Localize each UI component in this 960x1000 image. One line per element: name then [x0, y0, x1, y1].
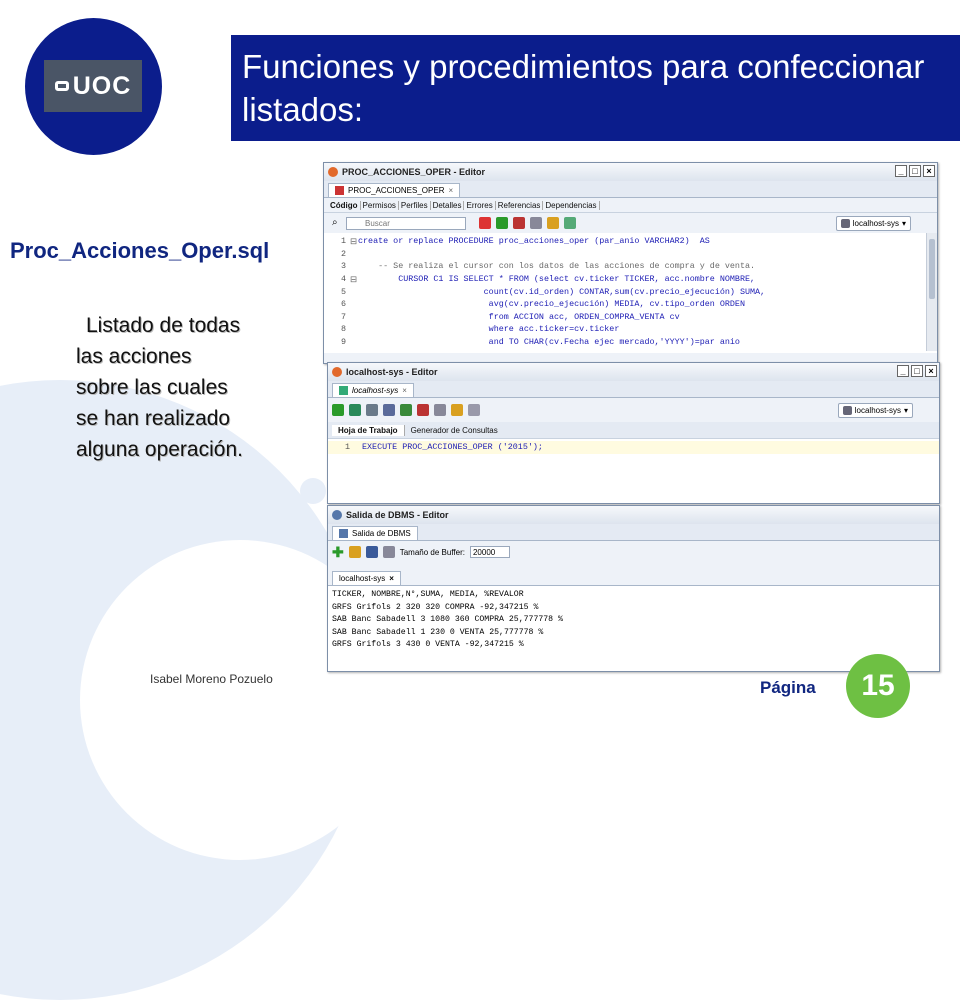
code-line: 1 EXECUTE PROC_ACCIONES_OPER ('2015');	[328, 441, 939, 454]
file-tab[interactable]	[332, 526, 418, 540]
code-line: 9 and TO CHAR(cv.Fecha ejec mercado,'YYYY')=par anio	[340, 337, 740, 348]
window-titlebar	[328, 506, 939, 524]
code-line: 2	[340, 248, 346, 259]
code-line: 4 ⊟ CURSOR C1 IS SELECT * FROM (select cv.ticker TICKER, acc.nombre NOMBRE,	[340, 274, 756, 285]
search-icon: ⌕	[332, 217, 338, 228]
code-editor[interactable]	[324, 233, 937, 353]
tab-errores[interactable]: Errores	[464, 201, 495, 210]
connection-label: localhost-sys	[854, 406, 901, 415]
file-tab[interactable]	[328, 183, 460, 197]
close-button[interactable]: ×	[925, 365, 937, 377]
file-tab-label: PROC_ACCIONES_OPER	[348, 186, 445, 195]
save-icon[interactable]	[366, 546, 378, 558]
dbms-output-icon	[332, 510, 342, 520]
window-title: Salida de DBMS - Editor	[346, 510, 449, 520]
tab-permisos[interactable]: Permisos	[361, 201, 399, 210]
file-tab-label: Salida de DBMS	[352, 529, 411, 538]
window-title: PROC_ACCIONES_OPER - Editor	[342, 167, 486, 177]
minimize-button[interactable]: _	[895, 165, 907, 177]
dbms-output-icon	[339, 529, 348, 538]
description-line: las acciones	[76, 345, 192, 368]
close-tab-icon[interactable]: ×	[389, 574, 394, 583]
connection-select[interactable]	[838, 403, 913, 418]
editor-subtabs	[324, 198, 937, 213]
code-line: 5 count(cv.id_orden) CONTAR,sum(cv.precio_ejecución) SUMA,	[340, 286, 766, 297]
dbms-output-text	[328, 586, 939, 672]
clear-icon[interactable]	[451, 404, 463, 416]
sqldeveloper-icon	[328, 167, 338, 177]
logo-mark-icon	[55, 81, 69, 91]
history-icon[interactable]	[468, 404, 480, 416]
search-input[interactable]: Buscar	[346, 217, 466, 230]
run-icon[interactable]	[496, 217, 508, 229]
window-controls	[897, 365, 937, 377]
tab-perfiles[interactable]: Perfiles	[399, 201, 431, 210]
worksheet-window	[327, 362, 940, 504]
autotrace-icon[interactable]	[417, 404, 429, 416]
rollback-icon[interactable]	[383, 404, 395, 416]
close-button[interactable]: ×	[923, 165, 935, 177]
chevron-down-icon: ▾	[901, 219, 906, 228]
code-line: 8 where acc.ticker=cv.ticker	[340, 324, 620, 335]
dbms-toolbar	[328, 541, 939, 563]
explain-icon[interactable]	[400, 404, 412, 416]
worksheet-toolbar	[328, 398, 939, 422]
sqldeveloper-icon	[332, 367, 342, 377]
add-icon[interactable]: ✚	[332, 543, 344, 560]
description-line: alguna operación.	[76, 438, 243, 461]
profile-icon[interactable]	[564, 217, 576, 229]
connection-tab-row	[328, 567, 939, 586]
database-icon	[843, 406, 852, 415]
close-tab-icon[interactable]: ×	[402, 386, 407, 395]
tab-generador-consultas[interactable]: Generador de Consultas	[410, 425, 498, 435]
worksheet-editor[interactable]	[328, 439, 939, 503]
maximize-button[interactable]: □	[909, 165, 921, 177]
uoc-logo	[44, 60, 142, 112]
procedure-editor-window	[323, 162, 938, 364]
code-line: 7 from ACCION acc, ORDEN_COMPRA_VENTA cv	[340, 311, 680, 322]
description-line: Listado de todas	[86, 314, 241, 337]
author-name: Isabel Moreno Pozuelo	[150, 672, 273, 686]
buffer-size-input[interactable]	[470, 546, 510, 558]
code-line: 6 avg(cv.precio_ejecución) MEDIA, cv.tipo_orden ORDEN	[340, 299, 745, 310]
print-icon[interactable]	[383, 546, 395, 558]
section-title: Proc_Acciones_Oper.sql	[10, 238, 270, 263]
description	[76, 310, 296, 465]
window-titlebar	[324, 163, 937, 181]
tab-codigo[interactable]: Código	[328, 201, 361, 210]
edit-icon[interactable]	[547, 217, 559, 229]
connection-label: localhost-sys	[852, 219, 899, 228]
file-tab-row	[324, 181, 937, 198]
output-line: TICKER, NOMBRE,N°,SUMA, MEDIA, %REVALOR	[332, 590, 524, 599]
slide-title: Funciones y procedimientos para confeccionar listados:	[242, 48, 925, 128]
debug-icon[interactable]	[513, 217, 525, 229]
logo-text: UOC	[72, 71, 132, 100]
worksheet-subtabs	[328, 422, 939, 439]
output-line: GRFS Grifols 2 320 320 COMPRA -92,347215 %	[332, 602, 539, 612]
title-banner	[231, 35, 960, 141]
connection-tab-label: localhost-sys	[339, 574, 386, 583]
description-line: sobre las cuales	[76, 376, 228, 399]
run-script-icon[interactable]	[349, 404, 361, 416]
clear-output-icon[interactable]	[349, 546, 361, 558]
output-line: SAB Banc Sabadell 1 230 0 VENTA 25,777778 %	[332, 627, 544, 637]
code-line: 3 -- Se realiza el cursor con los datos de las acciones de compra y de venta.	[340, 261, 756, 272]
close-tab-icon[interactable]: ×	[448, 186, 454, 195]
commit-icon[interactable]	[366, 404, 378, 416]
file-tab-row	[328, 381, 939, 398]
file-tab-label: localhost-sys	[352, 386, 399, 395]
window-controls	[895, 165, 935, 177]
chevron-down-icon: ▾	[903, 406, 908, 415]
editor-toolbar	[324, 213, 937, 233]
code-line: 1 ⊟ create or replace PROCEDURE proc_acciones_oper (par_anio VARCHAR2) AS	[340, 236, 710, 247]
file-tab-row	[328, 524, 939, 541]
settings-icon[interactable]	[530, 217, 542, 229]
page-label: Página	[760, 678, 816, 697]
tab-hoja-de-trabajo[interactable]: Hoja de Trabajo	[332, 425, 405, 436]
window-title: localhost-sys - Editor	[346, 367, 438, 377]
output-line: SAB Banc Sabadell 3 1080 360 COMPRA 25,777778 %	[332, 615, 563, 625]
description-line: se han realizado	[76, 407, 231, 430]
connection-select[interactable]	[836, 216, 911, 231]
buffer-size-label: Tamaño de Buffer:	[399, 547, 465, 557]
vertical-scrollbar[interactable]	[926, 233, 937, 351]
worksheet-icon	[339, 386, 348, 395]
procedure-icon	[335, 186, 344, 195]
file-tab[interactable]	[332, 383, 414, 397]
tab-dependencias[interactable]: Dependencias	[543, 201, 599, 210]
dbms-output-window	[327, 505, 940, 672]
output-line: GRFS Grifols 3 430 0 VENTA -92,347215 %	[332, 640, 524, 650]
compile-icon[interactable]	[479, 217, 491, 229]
database-icon	[841, 219, 850, 228]
run-statement-icon[interactable]	[332, 404, 344, 416]
window-titlebar	[328, 363, 939, 381]
tab-detalles[interactable]: Detalles	[431, 201, 465, 210]
background-circle-small	[300, 478, 326, 504]
minimize-button[interactable]: _	[897, 365, 909, 377]
tab-referencias[interactable]: Referencias	[496, 201, 544, 210]
sql-tuning-icon[interactable]	[434, 404, 446, 416]
maximize-button[interactable]: □	[911, 365, 923, 377]
page-number: 15	[846, 654, 910, 718]
connection-tab[interactable]	[332, 571, 401, 585]
